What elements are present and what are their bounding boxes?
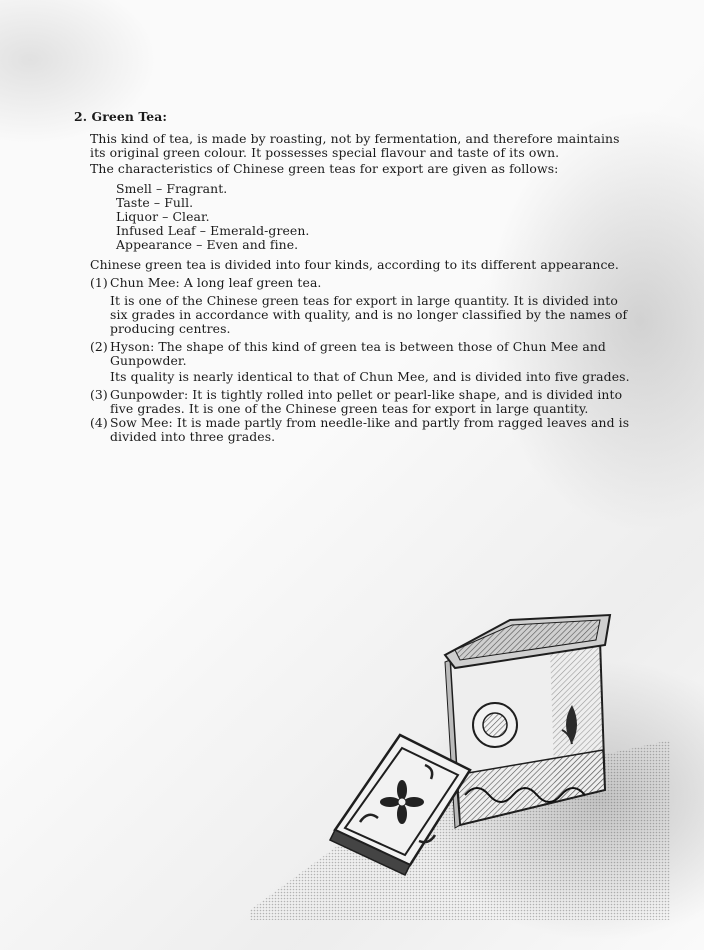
characteristic-taste: Taste – Full. (116, 195, 194, 210)
intro-paragraph: This kind of tea, is made by roasting, not by fermentation, and therefore maintains its original green colour. It possesses special flavour and taste of its own. (90, 131, 620, 160)
characteristic-appearance: Appearance – Even and fine. (116, 237, 299, 252)
kind-title: Hyson: The shape of this kind of green tea is between those of Chun Mee and Gunpowder. (110, 339, 606, 368)
kind-title: Chun Mee: A long leaf green tea. (110, 275, 322, 290)
characteristic-liquor: Liquor – Clear. (116, 209, 210, 224)
green-tea-section (74, 110, 634, 444)
kind-item-gunpowder (90, 388, 634, 416)
tea-tin-illustration-icon (250, 600, 670, 920)
kind-number: (4) (90, 415, 108, 430)
kind-detail-hyson: Its quality is nearly identical to that of Chun Mee, and is divided into five grades. (110, 369, 630, 384)
kind-number: (2) (90, 339, 108, 354)
kind-number: (3) (90, 387, 108, 402)
kind-detail-chun-mee: It is one of the Chinese green teas for export in large quantity. It is divided into six grades in accordance with quality, and is no longer classified by the names of producing centres. (110, 293, 628, 336)
characteristic-smell: Smell – Fragrant. (116, 181, 228, 196)
kind-number: (1) (90, 275, 108, 290)
characteristics-list (116, 182, 634, 252)
kind-item-hyson (90, 340, 634, 368)
characteristics-intro: The characteristics of Chinese green teas for export are given as follows: (90, 161, 559, 176)
kind-title: Sow Mee: It is made partly from needle-like and partly from ragged leaves and is divided into three grades. (110, 415, 630, 444)
section-heading: 2. Green Tea: (74, 109, 168, 124)
kind-item-chun-mee (90, 276, 634, 290)
kinds-intro: Chinese green tea is divided into four kinds, according to its different appearance. (90, 257, 619, 272)
kind-item-sow-mee (90, 416, 634, 444)
characteristic-infused-leaf: Infused Leaf – Emerald-green. (116, 223, 310, 238)
kind-title: Gunpowder: It is tightly rolled into pellet or pearl-like shape, and is divided into five grades. It is one of the Chinese green teas for export in large quantity. (110, 387, 623, 416)
